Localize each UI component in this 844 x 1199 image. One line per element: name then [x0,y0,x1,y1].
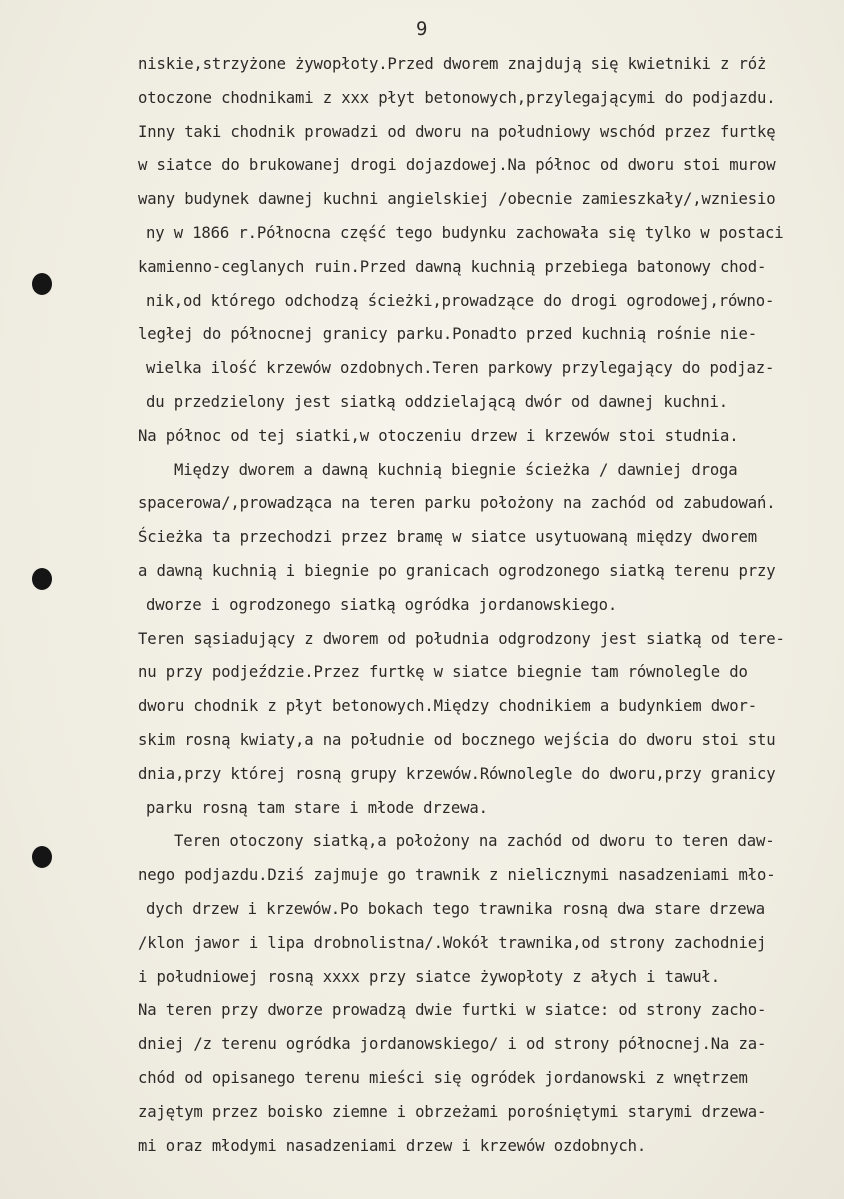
text-line: wany budynek dawnej kuchni angielskiej /obecnie zamieszkały/,wzniesio [138,190,776,209]
punch-hole [32,568,52,590]
text-line: dworu chodnik z płyt betonowych.Między chodnikiem a budynkiem dwor- [138,697,757,716]
text-line: i południowej rosną xxxx przy siatce żywopłoty z ałych i tawuł. [138,967,721,986]
page-number: 9 [416,18,428,40]
text-line: Między dworem a dawną kuchnią biegnie ścieżka / dawniej droga [174,460,738,479]
text-line: wielka ilość krzewów ozdobnych.Teren parkowy przylegający do podjaz- [146,359,775,378]
text-line: niskie,strzyżone żywopłoty.Przed dworem znajdują się kwietniki z róż [138,55,767,73]
text-line: a dawną kuchnią i biegnie po granicach ogrodzonego siatką terenu przy [138,561,776,580]
text-line: parku rosną tam stare i młode drzewa. [146,798,488,817]
text-line: ny w 1866 r.Północna część tego budynku zachowała się tylko w postaci [146,223,784,242]
text-line: Inny taki chodnik prowadzi od dworu na południowy wschód przez furtkę [138,122,776,141]
text-line: nego podjazdu.Dziś zajmuje go trawnik z nielicznymi nasadzeniami mło- [138,866,776,885]
text-line: spacerowa/,prowadząca na teren parku położony na zachód od zabudowań. [138,494,776,513]
text-line: nu przy podjeździe.Przez furtkę w siatce biegnie tam równolegle do [138,663,748,682]
text-line: Na teren przy dworze prowadzą dwie furtki w siatce: od strony zacho- [138,1001,767,1020]
typewritten-text [138,52,838,1167]
text-line: Teren otoczony siatką,a położony na zachód od dworu to teren daw- [174,832,775,851]
text-line: Teren sąsiadujący z dworem od południa odgrodzony jest siatką od tere- [138,629,785,648]
punch-hole [32,846,52,868]
text-line: dnia,przy której rosną grupy krzewów.Równolegle do dworu,przy granicy [138,764,776,783]
text-line: Ścieżka ta przechodzi przez bramę w siatce usytuowaną między dworem [138,528,757,547]
text-line: nik,od którego odchodzą ścieżki,prowadzące do drogi ogrodowej,równo- [146,291,775,310]
text-line: w siatce do brukowanej drogi dojazdowej.Na północ od dworu stoi murow [138,156,776,175]
punch-hole [32,273,52,295]
text-line: skim rosną kwiaty,a na południe od bocznego wejścia do dworu stoi stu [138,730,776,749]
text-line: chód od opisanego terenu mieści się ogródek jordanowski z wnętrzem [138,1068,748,1087]
text-line: zajętym przez boisko ziemne i obrzeżami porośniętymi starymi drzewa- [138,1102,767,1121]
text-line: Na północ od tej siatki,w otoczeniu drzew i krzewów stoi studnia. [138,426,739,445]
text-line: dych drzew i krzewów.Po bokach tego trawnika rosną dwa stare drzewa [146,899,765,918]
text-line: dniej /z terenu ogródka jordanowskiego/ i od strony północnej.Na za- [138,1035,767,1054]
text-line: ległej do północnej granicy parku.Ponadto przed kuchnią rośnie nie- [138,325,757,344]
text-line: mi oraz młodymi nasadzeniami drzew i krzewów ozdobnych. [138,1136,647,1155]
text-line: kamienno-ceglanych ruin.Przed dawną kuchnią przebiega batonowy chod- [138,257,767,276]
text-line: dworze i ogrodzonego siatką ogródka jordanowskiego. [146,595,618,614]
text-line: otoczone chodnikami z xxx płyt betonowych,przylegającymi do podjazdu. [138,88,776,107]
text-line: du przedzielony jest siatką oddzielającą dwór od dawnej kuchni. [146,392,729,411]
text-line: /klon jawor i lipa drobnolistna/.Wokół trawnika,od strony zachodniej [138,933,767,952]
